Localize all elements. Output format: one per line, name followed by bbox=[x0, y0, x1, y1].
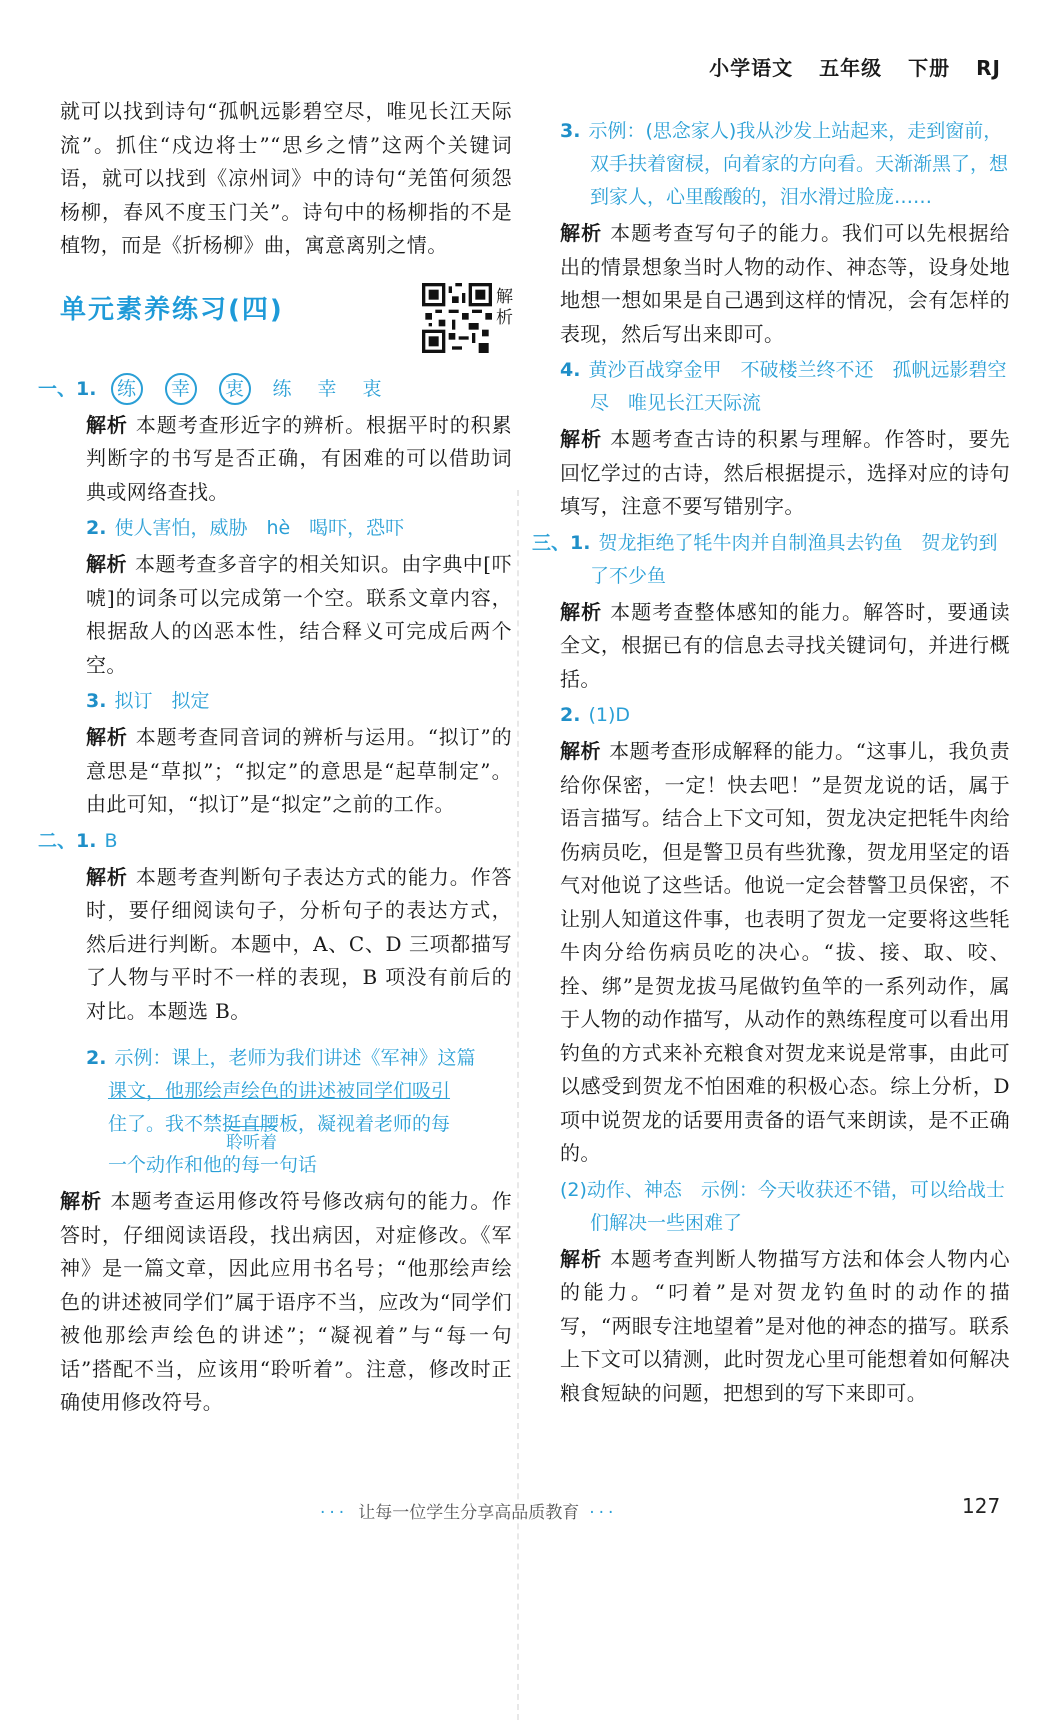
q3-number: 3. bbox=[86, 690, 107, 712]
r-q32-explanation1 bbox=[560, 735, 1010, 1171]
right-column bbox=[532, 112, 1010, 1410]
r-q32-number: 2. bbox=[560, 704, 581, 726]
r-q32-answer2: (2)动作、神态 示例：今天收获还不错，可以给战士们解决一些困难了 bbox=[560, 1178, 1005, 1234]
q2-explanation bbox=[60, 548, 512, 682]
q2-answer bbox=[60, 512, 512, 545]
answer-char: 幸 bbox=[317, 377, 337, 400]
explanation-tag: 解析 bbox=[560, 1246, 603, 1271]
explanation-tag: 解析 bbox=[86, 552, 127, 576]
r-q4-answer-text: 黄沙百战穿金甲 不破楼兰终不还 孤帆远影碧空尽 唯见长江天际流 bbox=[588, 359, 1007, 414]
page-header bbox=[683, 52, 1001, 81]
r-q31-explanation bbox=[560, 596, 1010, 697]
explanation-tag: 解析 bbox=[86, 412, 128, 437]
q22-line2: 课文，他那绘声绘色的讲述被同学们吸引 bbox=[108, 1080, 451, 1102]
q22-explanation-text: 本题考查运用修改符号修改病句的能力。作答时，仔细阅读语段，找出病因，对症修改。《军神》是一篇文章，因此应用书名号；“他那绘声绘色的讲述被同学们”属于语序不当，应改为“同学们被他那绘声绘色的讲述”；“凝视着”与“每一句话”搭配不当，应该用“聆听着”。注意，修改时正确使用修改符号。 bbox=[60, 1189, 512, 1414]
explanation-tag: 解析 bbox=[86, 864, 128, 889]
q21-explanation-text: 本题考查判断句子表达方式的能力。作答时，要仔细阅读句子，分析句子的表达方式，然后进行判断。本题中，A、C、D 三项都描写了人物与平时不一样的表现，B 项没有前后的对比。本题选 B。 bbox=[86, 864, 512, 1023]
q1-explanation-text: 本题考查形近字的辨析。根据平时的积累判断字的书写是否正确，有困难的可以借助词典或网络查找。 bbox=[86, 412, 512, 504]
r-q32-explanation2-text: 本题考查判断人物描写方法和体会人物内心的能力。“叼着”是对贺龙钓鱼时的动作的描写，“两眼专注地望着”是对他的神态的描写。联系上下文可以猜测，此时贺龙心里可能想着如何解决粮食短缺的问题，把想到的写下来即可。 bbox=[560, 1246, 1010, 1405]
edition-label: RJ bbox=[976, 56, 1001, 80]
q22-line3: 住了。我不禁挺直腰板，凝视着老师的每 bbox=[108, 1113, 451, 1135]
r-q4-answer bbox=[560, 354, 1010, 420]
r-q31-number: 1. bbox=[570, 531, 591, 554]
r-q4-explanation bbox=[560, 423, 1010, 524]
explanation-tag: 解析 bbox=[560, 221, 603, 245]
section-two-label: 二、 bbox=[38, 829, 77, 852]
explanation-tag: 解析 bbox=[86, 725, 128, 749]
left-column bbox=[38, 95, 513, 1420]
r-q3-explanation-text: 本题考查写句子的能力。我们可以先根据给出的情景想象当时人物的动作、神态等，设身处地地想一想如果是自己遇到这样的情况，会有怎样的表现，然后写出来即可。 bbox=[560, 221, 1010, 346]
q22-line4: 一个动作和他的每一句话 bbox=[108, 1154, 318, 1176]
unit-heading bbox=[60, 283, 512, 363]
explanation-tag: 解析 bbox=[60, 1189, 103, 1213]
r-q3-answer bbox=[560, 115, 1010, 214]
r-q32-explanation2 bbox=[560, 1243, 1010, 1411]
footer-dots-left: ··· bbox=[320, 1503, 349, 1523]
r-q32-answer bbox=[560, 699, 1010, 732]
q2-answer-text: 使人害怕，威胁 hè 喝吓，恐吓 bbox=[114, 517, 405, 539]
q1-number: 1. bbox=[76, 377, 97, 400]
q3-answer bbox=[60, 685, 512, 718]
explanation-tag: 解析 bbox=[560, 427, 603, 451]
volume-label: 下册 bbox=[908, 56, 951, 80]
q21-number: 1. bbox=[76, 829, 97, 852]
footer-dots-right: ··· bbox=[589, 1503, 618, 1523]
r-q3-answer-text: 示例：(思念家人)我从沙发上站起来，走到窗前，双手扶着窗棂，向着家的方向看。天渐渐黑了，想到家人，心里酸酸的，泪水滑过脸庞…… bbox=[588, 120, 1009, 208]
q22-line1: 示例：课上，老师为我们讲述《军神》这篇 bbox=[114, 1047, 476, 1069]
q3-answer-text: 拟订 拟定 bbox=[114, 690, 210, 712]
circled-char: 衷 bbox=[219, 373, 251, 405]
q21-explanation bbox=[60, 861, 512, 1029]
subject-label: 小学语文 bbox=[709, 56, 794, 80]
q22-insert: 聆听着 bbox=[226, 1126, 277, 1160]
intro-paragraph: 就可以找到诗句“孤帆远影碧空尽，唯见长江天际流”。抓住“戍边将士”“思乡之情”这两个关键词语，就可以找到《凉州词》中的诗句“羌笛何须怨杨柳，春风不度玉门关”。诗句中的杨柳指的不是植物，而是《折杨柳》曲，寓意离别之情。 bbox=[60, 99, 512, 257]
q22-explanation bbox=[60, 1185, 512, 1420]
r-q4-number: 4. bbox=[560, 359, 581, 381]
r-q32-answer1: (1)D bbox=[588, 704, 630, 726]
explanation-tag: 解析 bbox=[560, 599, 603, 624]
qr-code-icon[interactable] bbox=[422, 283, 492, 353]
page-number: 127 bbox=[962, 1494, 1001, 1518]
unit-title: 单元素养练习(四) bbox=[60, 294, 284, 325]
answer-char: 衷 bbox=[362, 377, 382, 400]
q2-explanation-text: 本题考查多音字的相关知识。由字典中[吓唬]的词条可以完成第一个空。联系文章内容，根据敌人的凶恶本性，结合释义可完成后两个空。 bbox=[86, 552, 512, 677]
q22-answer bbox=[60, 1042, 512, 1182]
q3-explanation bbox=[60, 721, 512, 822]
r-q31-answer-text: 贺龙拒绝了牦牛肉并自制渔具去钓鱼 贺龙钓到了不少鱼 bbox=[590, 531, 998, 587]
grade-label: 五年级 bbox=[819, 56, 883, 80]
q3-explanation-text: 本题考查同音词的辨析与运用。“拟订”的意思是“草拟”；“拟定”的意思是“起草制定”。由此可知，“拟订”是“拟定”之前的工作。 bbox=[86, 725, 512, 816]
qr-label: 解析 bbox=[496, 286, 513, 328]
circled-char: 幸 bbox=[165, 373, 197, 405]
explanation-tag: 解析 bbox=[560, 739, 602, 763]
q22-line3-wrap bbox=[86, 1108, 512, 1153]
section-three-label: 三、 bbox=[532, 531, 571, 554]
r-q31-explanation-text: 本题考查整体感知的能力。解答时，要通读全文，根据已有的信息去寻找关键词句，并进行概括。 bbox=[560, 599, 1010, 691]
r-q32-explanation1-text: 本题考查形成解释的能力。“这事儿，我负责给你保密，一定！快去吧！”是贺龙说的话，属于语言描写。结合上下文可知，贺龙决定把牦牛肉给伤病员吃，但是警卫员有些犹豫，贺龙用坚定的语气对他说了这些话。他说一定会替警卫员保密，不让别人知道这件事，也表明了贺龙一定要将这些牦牛肉分给伤病员吃的决心。“拔、接、取、咬、拴、绑”是贺龙拔马尾做钓鱼竿的一系列动作，属于人物的动作描写，从动作的熟练程度可以看出用钓鱼的方式来补充粮食对贺龙来说是常事，由此可以感受到贺龙不怕困难的积极心态。综上分析，D 项中说贺龙的话要用责备的语气来朗读，是不正确的。 bbox=[560, 739, 1010, 1165]
r-q4-explanation-text: 本题考查古诗的积累与理解。作答时，要先回忆学过的古诗，然后根据提示，选择对应的诗句填写，注意不要写错别字。 bbox=[560, 427, 1010, 518]
section-one-label: 一、 bbox=[38, 377, 77, 400]
page-footer bbox=[310, 1498, 627, 1523]
r-q3-number: 3. bbox=[560, 120, 581, 142]
q1-answer bbox=[38, 373, 512, 406]
q1-explanation bbox=[60, 409, 512, 510]
footer-slogan: 让每一位学生分享高品质教育 bbox=[358, 1503, 580, 1523]
q2-number: 2. bbox=[86, 517, 107, 539]
circled-char: 练 bbox=[111, 373, 143, 405]
q21-answer-text: B bbox=[104, 829, 118, 852]
r-q31-answer bbox=[532, 527, 1010, 593]
answer-char: 练 bbox=[272, 377, 292, 400]
q22-number: 2. bbox=[86, 1047, 107, 1069]
q21-answer bbox=[38, 825, 512, 858]
r-q3-explanation bbox=[560, 217, 1010, 351]
